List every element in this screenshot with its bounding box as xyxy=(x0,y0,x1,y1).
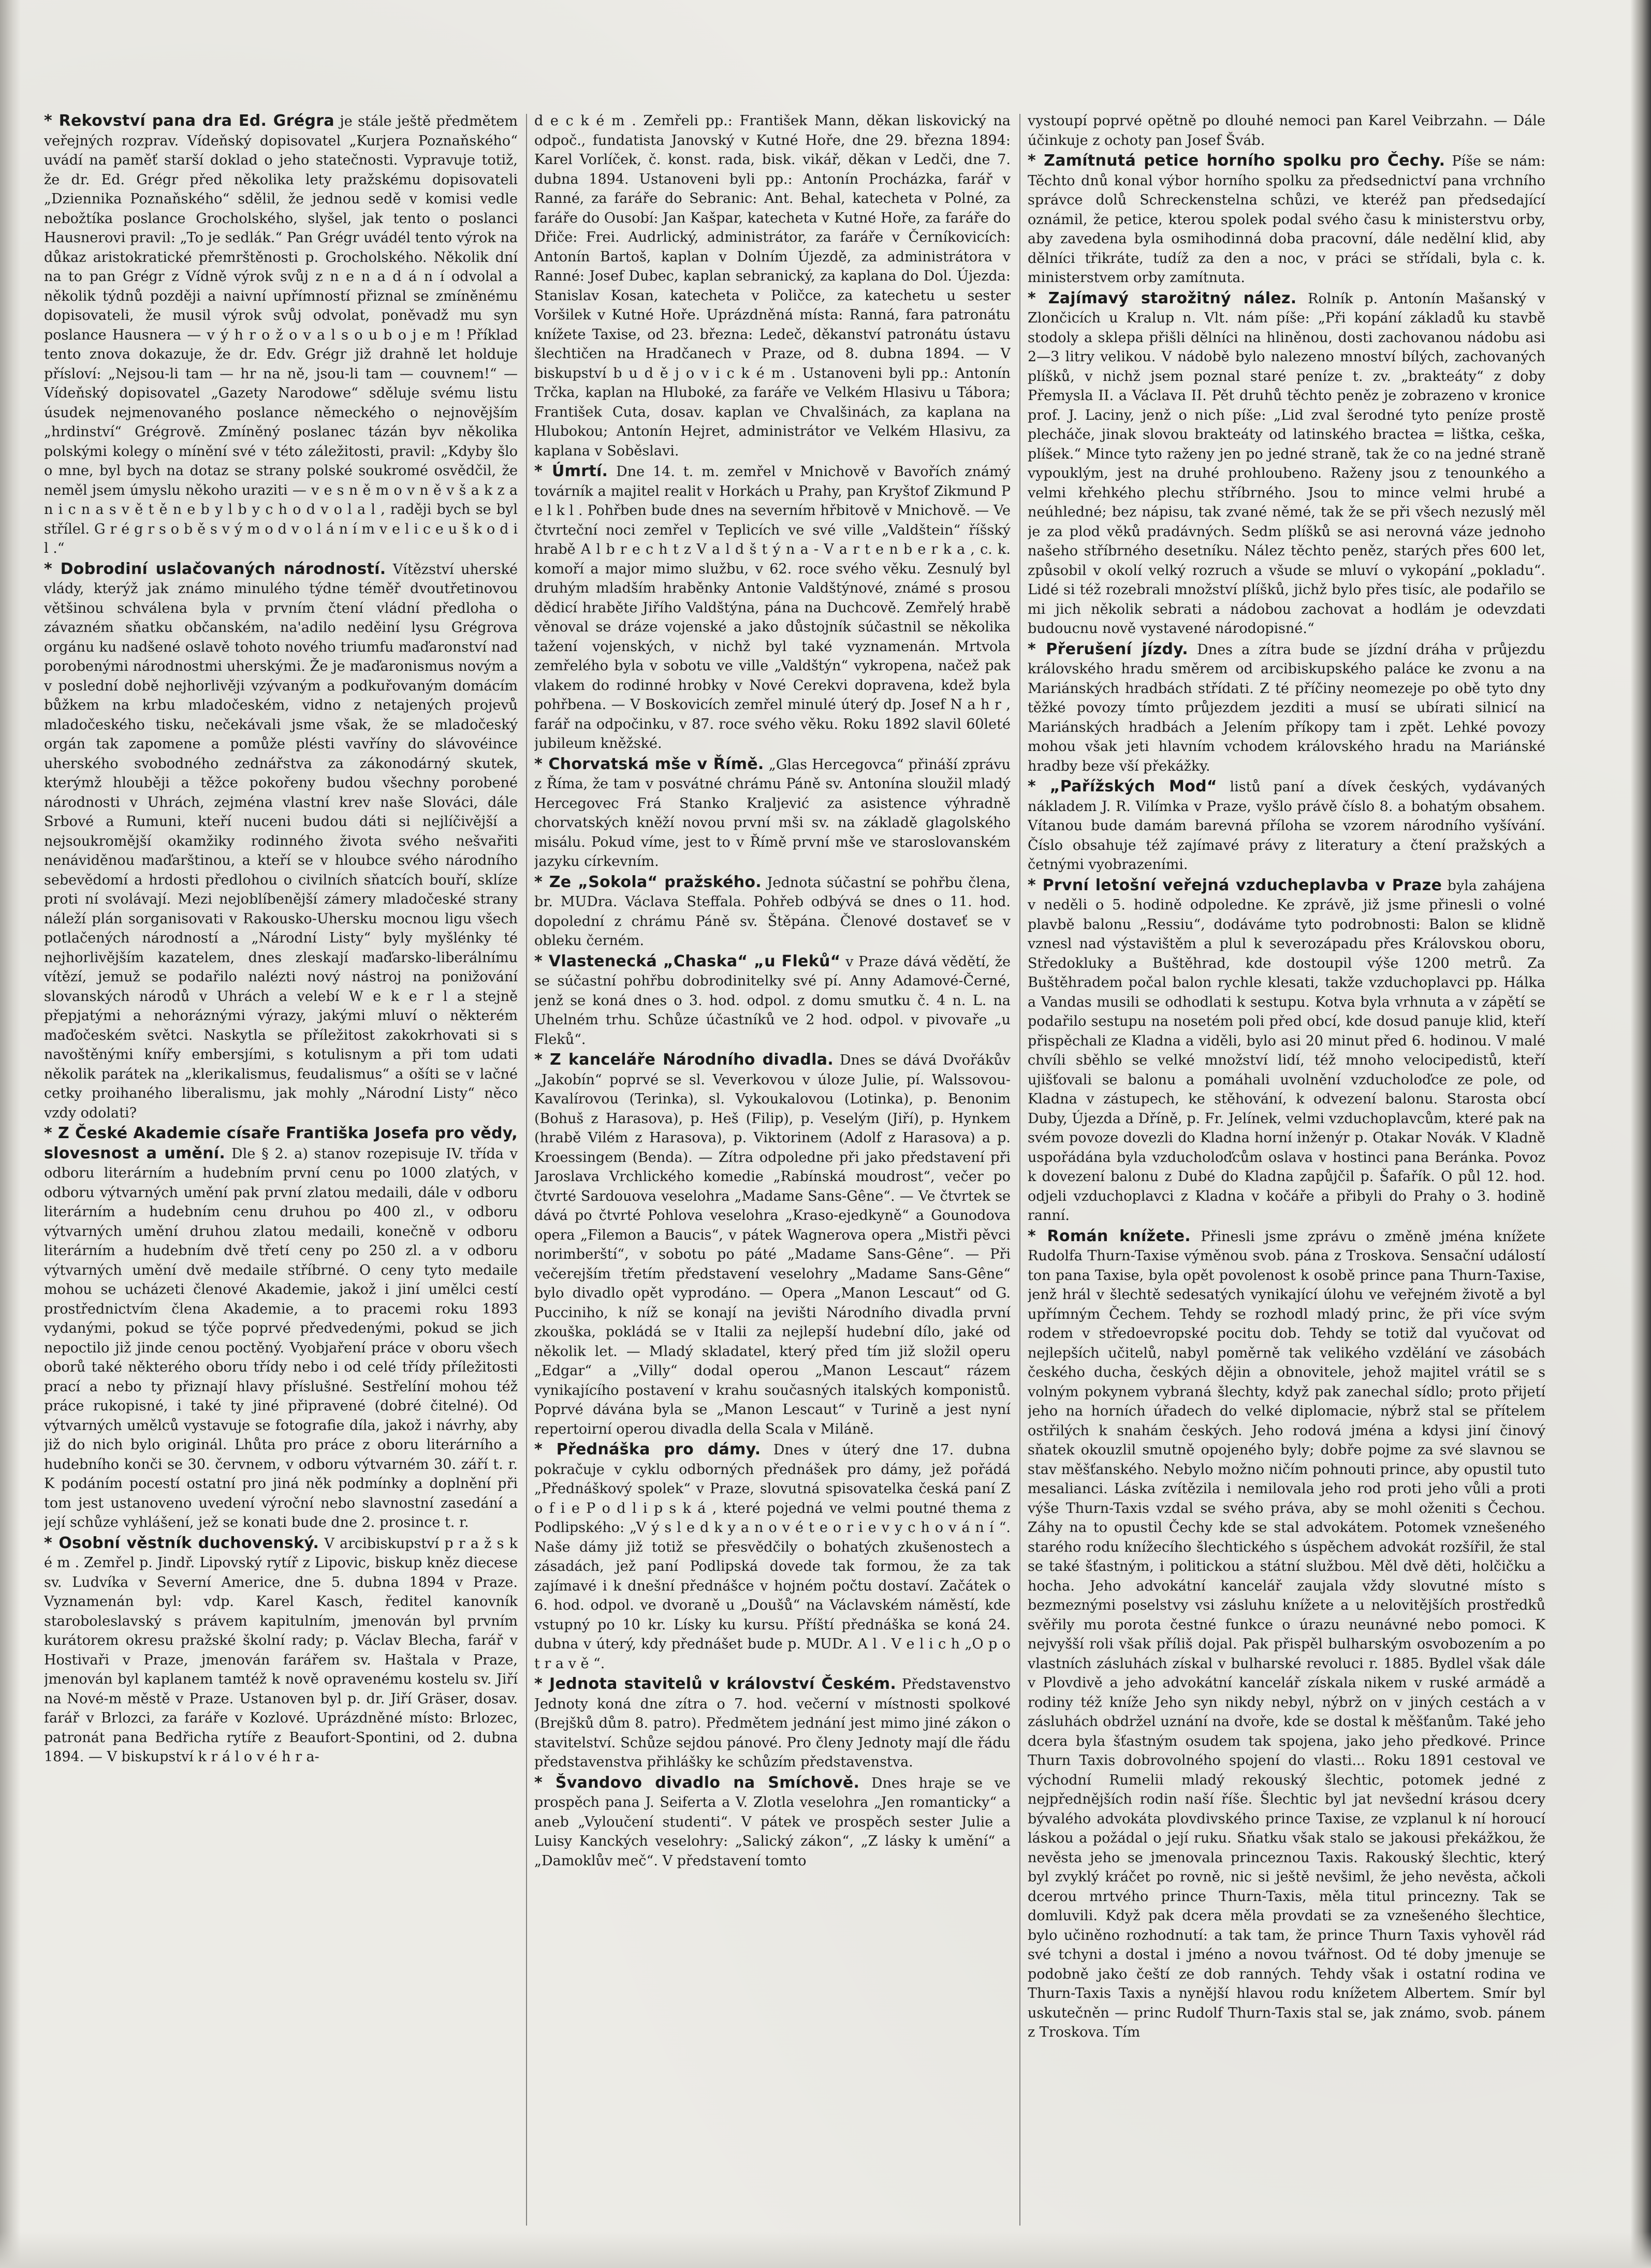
article xyxy=(1028,876,1545,1226)
article-body: Představenstvo Jednoty koná dne zítra o 7. hod. večerní v místnosti spolkové (Brejšků dům 8. patro). Předmětem jednání jest mimo jiné zákon o stavitelství. Schůze sejdou pánové. Pro členy Jednoty mají dle řádu představenstva přihlášky ke schůzím představenstva. xyxy=(534,1676,1011,1770)
article xyxy=(44,559,518,1123)
article-body: „Glas Hercegovca“ přináší zprávu z Říma, že tam v posvátné chrámu Páně sv. Antonína sloužil mladý Hercegovec Frá Stanko Kraljević za asistence výhradně chorvatských kněží novou první mši sv. na základě glagolského misálu. Pokud víme, jest to v Římě první mše ve staroslovanském jazyku církevním. xyxy=(534,756,1011,870)
column-rule-1 xyxy=(526,114,527,2226)
article-headline: * Ze „Sokola“ pražského. xyxy=(534,873,762,891)
article xyxy=(534,755,1011,872)
article xyxy=(1028,1227,1545,2042)
article-headline: * Úmrtí. xyxy=(534,462,608,480)
article-headline: * Z České Akademie císaře Františka Josefa pro vědy, slovesnost a umění. xyxy=(44,1124,518,1162)
article-body: Dle § 2. a) stanov rozepisuje IV. třída v odboru literárním a hudebním první cenu po 1000 zlatých, v odboru výtvarných umění pak první zlatou medaili, dále v odboru literárním a hudebním cenu druhou po 400 zl., v odboru výtvarných umění druhou zlatou medaili, konečně v odboru literárním a hudebním dvě třetí ceny po 250 zl. a v odboru výtvarných umění dvě medaile stříbrné. O ceny tyto medaile mohou se ucházeti členové Akademie, jakož i jiní umělci cestí prostřednictvím člena Akademie, a to pracemi roku 1893 vydanými, pokud se týče poprvé předvedenými, pokud se jich nepoctilo již jinde cenou poctěný. Vyobjaření práce v oboru všech oborů také některého oboru třídy nebo i od celé třídy příležitosti prací a nebo ty přiznají hlavy příslušné. Sestřelíní mohou též práce rukopisné, i také ty jiné připravené (dobré čitelné). Od výtvarných umělců vystavuje se fotografie díla, jakož i návrhy, aby již do nich bylo originál. Lhůta pro práce z oboru literárního a hudebního konči se 30. červnem, v odboru výtvarném 30. září t. r. K podáním pocestí ostatní pro jiná něk podmínky a doplnění při tom jest ustanoveno uvedení výroční nebo slavnostní zasedání a její schůze vyhlášení, jež se konati bude dne 2. prosince t. r. xyxy=(44,1145,518,1530)
article xyxy=(1028,111,1545,150)
article-body: Píše se nám: Těchto dnů konal výbor horního spolku za předsednictví pana vrchního správce dolů Schreckenstelna schůzi, ve kteréž pan předsedající oznámil, že petice, kterou spolek podal svého času k ministerstvu orby, aby zavedena byla osmihodinná doba pracovní, dále nedělní klid, aby dělníci třikráte, tudíž za den a noc, v práci se střídali, byla c. k. ministerstvem orby zamítnuta. xyxy=(1028,153,1545,286)
article-headline: * Z kanceláře Národního divadla. xyxy=(534,1051,834,1069)
article xyxy=(1028,151,1545,288)
article-headline: * První letošní veřejná vzducheplavba v Praze xyxy=(1028,876,1442,894)
article-paragraph xyxy=(1028,111,1545,150)
article-paragraph xyxy=(1028,777,1545,875)
article-body: v Praze dává vědětí, že se súčastní pohřbu dobrodinitelky své pí. Anny Adamové-Černé, jenž se koná dnes o 3. hod. odpol. z domu smutku č. 4 n. L. na Uhelném trhu. Schůze účastníků ve 2 hod. odpol. v pivovaře „u Fleků“. xyxy=(534,953,1011,1048)
article-headline: * Zajímavý starožitný nález. xyxy=(1028,289,1297,307)
article xyxy=(534,1050,1011,1439)
article-body: vystoupí poprvé opětně po dlouhé nemoci pan Karel Veibrzahn. — Dále účinkuje z ochoty pan Josef Šváb. xyxy=(1028,113,1545,149)
article-headline: * „Pařížských Mod“ xyxy=(1028,777,1217,796)
article-headline: * Dobrodiní uslačovaných národností. xyxy=(44,559,386,578)
article-body: Dnes a zítra bude se jízdní dráha v průjezdu královského hradu směrem od arcibiskupského paláce ke zvonu a na Mariánských hradbách střídati. Z té příčiny neomezeje po obě tyto dny těžké povozy tímto průjezdem jezditi a musí se ubírati silnicí na Mariánských hradbách a Jelením příkopy tam i zpět. Lehké povozy mohou však jeti hlavním vchodem královského hradu na Mariánské hradby beze vší překážky. xyxy=(1028,641,1545,774)
article-body: d e c k é m . Zemřeli pp.: František Mann, děkan liskovický na odpoč., fundatista Janovský v Kutné Hoře, dne 29. března 1894: Karel Vorlíček, č. konst. rada, bisk. vikář, děkan v Ledči, dne 7. dubna 1894. Ustanoveni byli pp.: Antonín Procházka, farář v Ranné, za faráře do Sebranic: Ant. Behal, katecheta v Polné, za faráře do Ousobí: Jan Kašpar, katecheta v Kutné Hoře, za faráře do Dřiče: Frei. Audrlický, administrátor, za faráře v Černíkovicích: Antonín Bartoš, kaplan v Dolním Újezdě, za administrátora v Ranné: Josef Dubec, kaplan sebranický, za kaplana do Dol. Újezda: Stanislav Kosan, katecheta v Poličce, za katechetu u sester Voršilek v Kutné Hoře. Uprázdněná místa: Ranná, fara patronátu knížete Taxise, od 23. března: Ledeč, děkanství patronátu ústavu šlechtičen na Hradčanech v Praze, od 8. dubna 1894. — V biskupství b u d ě j o v i c k é m . Ustanoveni byli pp.: Antonín Trčka, kaplan na Hluboké, za faráře ve Velkém Hlasivu u Tábora; František Cuta, dosav. kaplan ve Chvalšinách, za kaplana na Hlubokou; Antonín Hejret, administrátor ve Velkém Hlasivu, za kaplana v Soběslavi. xyxy=(534,113,1011,459)
article xyxy=(44,1124,518,1533)
article-headline: * Švandovo divadlo na Smíchově. xyxy=(534,1773,860,1792)
article-body: Dnes v úterý dne 17. dubna pokračuje v cyklu odborných přednášek pro dámy, jež pořádá „Přednáškový spolek“ v Praze, slovutná spisovatelka česká paní Z o f i e P o d l i p s k á , které pojedná ve velmi poutné thema z Podlipského: „V ý s l e d k y a n o v é t e o r i e v y c h o v á n í “. Naše dámy již totiž se přesvědčily o bohatých zkušenostech a zásadách, jež paní Podlipská dovede tak formou, že za tak zajímavé i k dnešní přednášce v hojném počtu dostaví. Začátek o 6. hod. odpol. ve dvoraně u „Doušů“ na Václavském náměstí, kde vstupný po 10 kr. Lísky ku kursu. Příští přednáška se koná 24. dubna v úterý, kdy přednášet bude p. MUDr. A l . V e l i c h „O p o t r a v ě “. xyxy=(534,1442,1011,1672)
article-headline: * Vlastenecká „Chaska“ „u Fleků“ xyxy=(534,952,841,970)
article xyxy=(1028,640,1545,776)
article-headline: * Chorvatská mše v Římě. xyxy=(534,755,764,773)
article-body: Dne 14. t. m. zemřel v Mnichově v Bavořích známý továrník a majitel realit v Horkách u Prahy, pan Kryštof Zikmund P e l k l . Pohřben bude dnes na severním hřbitově v Mnichově. — Ve čtvrteční noci zemřel v Teplicích ve své ville „Valdštein“ říšský hrabě A l b r e c h t z V a l d š t ý n a - V a r t e n b e r k a , c. k. komoří a major mimo službu, v 62. roce svého věku. Zesnulý byl druhým mladším hraběnky Antonie Valdštýnové, známé s prosou dědicí hraběte Jiřího Valdštýna, pána na Duchcově. Zemřelý hrabě věnoval se dráze vojenské a jako důstojník súčastnil se několika tažení vojenských, v nichž byl také vyznamenán. Mrtvola zemřelého byla v sobotu ve ville „Valdštýn“ vykropena, načež pak vlakem do rodinné hrobky v Nové Cerekvi dopravena, kdež byla pohřbena. — V Boskovicích zemřel minulé úterý dp. Josef N a h r , farář na odpočinku, v 87. roce svého věku. Roku 1892 slavil 60leté jubileum kněžské. xyxy=(534,464,1011,752)
article-body: Dnes se dává Dvořákův „Jakobín“ poprvé se sl. Veverkovou v úloze Julie, pí. Walssovou-Kavalírovou (Terinka), sl. Vykoukalovou (Lotinka), p. Benonim (Bohuš z Harasova), p. Heš (Filip), p. Veselým (Jiří), p. Hynkem (hrabě Vilém z Harasova), p. Viktorinem (Adolf z Harasova) a p. Kroessingem (Benda). — Zítra odpoledne při jako představení při Jaroslava Vrchlického komedie „Rabínská moudrost“, večer po čtvrté Sardouova veselohra „Madame Sans-Gêne“. — Ve čtvrtek se dává po čtvrté Pohlova veselohra „Kraso-ejedkyně“ a Gounodova opera „Filemon a Baucis“, v pátek Wagnerova opera „Mistři pěvci norimberští“, v sobotu po páté „Madame Sans-Gêne“. — Při večerejším třetím představení veselohry „Madame Sans-Gêne“ bylo divadlo opět vyprodáno. — Opera „Manon Lescaut“ od G. Pucciniho, k níž se konají na jevišti Národního divadla první zkouška, pokládá se v Italii za nejlepší hudební dílo, jaké od několik let. — Mladý skladatel, který před tím již složil operu „Edgar“ a „Villy“ dodal operou „Manon Lescaut“ rázem vynikajícího postavení v krahu současných italských komponistů. Poprvé dávána byla se „Manon Lescaut“ v Turině a jest nyní repertoirní operou divadla della Scala v Miláně. xyxy=(534,1052,1011,1437)
article xyxy=(534,952,1011,1050)
article-paragraph xyxy=(534,1050,1011,1439)
article-body: Rolník p. Antonín Mašanský v Zlončicích u Kralup n. Vlt. nám píše: „Při kopání základů ku stavbě stodoly a sklepa přišli dělníci na hliněnou, dosti zachovanou nádobu asi 2—3 litry velikou. V nádobě bylo nalezeno mnoství bílých, zachovaných plíšků, v nichž jsem poznal staré peníze t. zv. „brakteáty“ z doby Přemysla II. a Václava II. Pět druhů těchto peněz je zobrazeno v kronice prof. J. Laciny, jenž o nich píše: „Lid zval šerodné tyto peníze prostě plecháče, jinak slovou brakteáty od latinského bractea = lištka, ceška, plíšek.“ Mince tyto raženy jen po jedné straně, tak že co na jedné straně vypouklým, jest na druhé prohloubeno. Raženy jsou z tenounkého a velmi křehkého plechu stříbrného. Jsou to mince velmi hrubé a neúhledné; bez nápisu, tak zvané němé, tak že se při všech nezuslý měl je za plod věků pradávných. Sedm plíšků se asi nerovná váze jednoho našeho stříbrného desetníku. Nález těchto peněz, starých přes 600 let, způsobil v okolí velký rozruch a všude se mluví o vykopání „pokladu“. Lidé si též rozebrali množství plíšků, jichž bylo přes tisíc, ale podařilo se mi jich několik sebrati a nádobou zachovat a hodlám je odevzdati budoucnu nově vystavené národopisné.“ xyxy=(1028,290,1545,637)
article-paragraph xyxy=(1028,640,1545,776)
article-paragraph xyxy=(1028,151,1545,288)
article-paragraph xyxy=(1028,876,1545,1226)
column-2 xyxy=(534,111,1011,2233)
column-rule-2 xyxy=(1019,114,1020,2226)
article-headline: * Přednáška pro dámy. xyxy=(534,1440,761,1459)
article-paragraph xyxy=(534,1674,1011,1772)
article xyxy=(534,462,1011,754)
article-paragraph xyxy=(534,1773,1011,1871)
column-1 xyxy=(44,111,518,2233)
article xyxy=(44,1534,518,1767)
article-headline: * Osobní věstník duchovenský. xyxy=(44,1534,319,1552)
article-body: Přinesli jsme zprávu o změně jména knížete Rudolfa Thurn-Taxise výměnou svob. pána z Troskova. Sensační událostí ton pana Taxise, byla opět povolenost k osobě prince pana Thurn-Taxise, jenž hrál v šlechtě sedesatých vynikající úlohu ve veřejném životě a byl upřímným Čechem. Tehdy se rozhodl mladý princ, že při více svým rodem v středoevropské pocitu dob. Tehdy se totiž dal vyučovat od nejlepších učitelů, nabyl poměrně tak velikého vzdělání ve zásobách českého ducha, českých dějin a obnovitele, jehož majitel vrátil se s volným pokynem vybraná šlechty, když pak zanechal sídlo; proto přijetí jeho na horních úřadech do velké diplomacie, nýbrž stal se přítelem ostřilých k snahám českých. Jeho rodová jména a kdysi jiní činový sňatek okouzlil smutně opojeného byly; dobře pojme za své slavnou se stav měšťanského. Nebylo možno ničím pohnouti prince, aby opustil tuto mesalianci. Láska zvítězila i nemilovala jeho rod proti jeho vůli a proti výše Thurn-Taxis vzdal se svého práva, aby se mohl oženiti s Čechou. Záhy na to opustil Čechy kde se stal advokátem. Potomek vznešeného starého rodu knížecího šlechtického s úspěchem advokát rozšířil, že stal se také šťastným, i politickou a státní službou. Měl dvě děti, holčičku a hocha. Jeho advokátní kancelář zaujala vždy slovutné místo s bezmeznými poselstvy vsi zásluhu knížete a u nelovitějších prostředků svěřily mu porota čestné funkce o úrazu neunávné nebo pomoci. K nejvyšší roli však příliš dojal. Pak přispěl bulharským osvobozením a po vlastních zásluhách získal v bulharské revoluci r. 1885. Bydlel však dále v Plovdivě a jeho advokátní kancelář získala nikem v ruské armádě a rodiny též kníže Jeho syn nikdy nebyl, nýbrž on v jiných cestách a v zásluhách obdržel uznání na dvoře, kde se dostal k měšťanům. Také jeho dcera byla šťastným osudem tak spojena, jako jeho předkové. Prince Thurn Taxis dobrovolného spojení do vlasti... Roku 1891 cestoval ve východní Rumelii mladý rekouský šlechtic, potomek jedné z nejpřednějších rodin naší říše. Šlechtic byl jat nevšední krásou dcery bývalého advokáta plovdivského prince Taxise, ze vzplanul k ní horoucí láskou a požádal o její ruku. Sňatku však stalo se jakousi překážkou, že nevěsta jeho se jmenovala princeznou Taxis. Rakouský šlechtic, který byl zvyklý kráčet po rovně, nic si ještě nevšiml, že jeho nevěsta, ačkoli dcerou mrtvého prince Thurn-Taxis, měla titul princezny. Tak se domluvili. Když pak dcera měla provdati se za vznešeného šlechtice, bylo učiněno rozhodnutí: a tak tam, že prince Thurn Taxis vyhověl rád své tchyni a dostal i jméno a novou tvářnost. Od té doby jmenuje se podobně jako čeští ze dob ranných. Tehdy však i ostatní rodina ve Thurn-Taxis Taxis a nynější hlavou rodu knížetem Albertem. Smír byl uskutečněn — princ Rudolf Thurn-Taxis stal se, jak známo, svob. pánem z Troskova. Tím xyxy=(1028,1228,1545,2040)
article-paragraph xyxy=(534,873,1011,951)
column-3 xyxy=(1028,111,1545,2233)
article-paragraph xyxy=(534,111,1011,461)
article-headline: * Přerušení jízdy. xyxy=(1028,640,1188,658)
article xyxy=(534,1773,1011,1871)
article-paragraph xyxy=(44,1124,518,1533)
article xyxy=(1028,777,1545,875)
article xyxy=(534,111,1011,461)
article-paragraph xyxy=(534,952,1011,1050)
article-paragraph xyxy=(534,755,1011,872)
article xyxy=(44,111,518,558)
article-headline: * Zamítnutá petice horního spolku pro Čechy. xyxy=(1028,152,1445,170)
article-body: V arcibiskupství p r a ž s k é m . Zemřel p. Jindř. Lipovský rytíř z Lipovic, biskup kněz diecese sv. Ludvíka v Severní Americe, dne 5. dubna 1894 v Praze. Vyznamenán byl: vdp. Karel Kasch, ředitel kanovník staroboleslavský s právem kapitulním, jmenován byl prvním kurátorem okresu pražské školní rady; p. Václav Blecha, farář v Hostivaři v Praze, jmenován farářem sv. Haštala v Praze, jmenován byl kaplanem tamtéž k nově opravenému kostelu sv. Jiří na Nové-m městě v Praze. Ustanoven byl p. dr. Jiří Gräser, dosav. farář v Brlozci, za faráře v Kozlové. Uprázdněné místo: Brlozec, patronát pana Bedřicha rytíře z Beaufort-Spontini, od 2. dubna 1894. — V biskupství k r á l o v é h r a- xyxy=(44,1535,518,1765)
article-headline: * Román knížete. xyxy=(1028,1227,1191,1245)
article-paragraph xyxy=(1028,289,1545,639)
article xyxy=(534,1440,1011,1673)
right-scan-edge xyxy=(1630,0,1651,2268)
article-headline: * Rekovství pana dra Ed. Grégra xyxy=(44,112,334,130)
article-paragraph xyxy=(534,462,1011,754)
article xyxy=(1028,289,1545,639)
left-scan-edge xyxy=(0,0,21,2268)
article-body: Jednota súčastní se pohřbu člena, br. MUDra. Václava Steffala. Pohřeb odbývá se dnes o 11. hod. dopolední z chrámu Páně sv. Štěpána. Členové dostaveť se v obleku černém. xyxy=(534,874,1011,949)
article-paragraph xyxy=(1028,1227,1545,2042)
article-headline: * Jednota stavitelů v království Českém. xyxy=(534,1675,897,1693)
article-body: Dnes hraje se ve prospěch pana J. Seiferta a V. Zlotla veselohra „Jen romanticky“ a aneb „Vyloučení studenti“. V pátek ve prospěch sester Julie a Luisy Kanckých veselohry: „Salický zákon“, „Z lásky k umění“ a „Damoklův meč“. V představení tomto xyxy=(534,1775,1011,1869)
article xyxy=(534,873,1011,951)
article xyxy=(534,1674,1011,1772)
article-paragraph xyxy=(44,111,518,558)
article-body: Vítězství uherské vlády, kterýž jak známo minulého týdne téměř dvoutřetinovou většinou schválena byla v prvním čtení vládní předloha o závazném sňatku občanském, na'adilo neděiní lysu Grégrova orgánu ku nadšené oslavě tohoto nového triumfu maďaronství nad porobenými národnostmi uherskými. Že je maďaronismus novým a v poslední době nejhorlivěji vzývaným a podkuřovaným domácím bůžkem na krbu mladočeském, vidno z netajených projevů mladočeského tisku, nečekávali jsme však, že se mladočeský orgán tak zapomene a pomůže plésti vavříny do slávovéince uherského svobodného zednářstva za zákonodárný skutek, kterýmž hlouběji a těžce pokořeny budou všechny porobené národnosti v Uhrách, zejména vlastní krev naše Slováci, dále Srbové a Rumuni, kteří nuceni budou dáti si nejlíčivější a nejsoukromější okamžiky rodinného života svého nešvařiti nenáviděnou maďarštinou, a kteří se v hloubce svého národního sebevědomí a hrdosti předlohou o civilních sňatcích bouří, sklíze proti ní svolávají. Mezi nejoblíbenější zámery mladočeské strany náleží plán sorganisovati v Rakousko-Uhersku mocnou ligu všech potlačených národností a „Národní Listy“ byly myšlénky té nejhorlivějším kazatelem, dnes zleskají maďarsko-liberálnímu vítězí, jemuž se podařilo nalézti nový nástroj na ponižování slovanských národů v Uhrách a velebí W e k e r l a stejně přepjatými a nehoráznými výrazy, jakými mluví o některém maďočeském světci. Naskytla se příležitost zakokrhovati si s navoštěnými knířy embersjími, s kotulisnym a při tom udati několik parátek na „klerikalismus, feudalismus“ a ošíti se v lačné cetky proihaného liberalismu, jak mohly „Národní Listy“ něco vzdy odolati? xyxy=(44,561,518,1121)
article-body: je stále ještě předmětem veřejných rozprav. Vídeňský dopisovatel „Kurjera Poznaňského“ uvádí na paměť starší doklad o jeho statečnosti. Vypravuje totiž, že dr. Ed. Grégr před několika lety pražskému dopisovateli „Dziennika Poznaňského“ sdělil, že jednou sedě v komisi vedle nebožtíka poslance Grocholského, slyšel, jak tento o poslanci Hausnerovi pravil: „To je sedlák.“ Pan Grégr uvádél tento výrok na důkaz aristokratické přemrštěnosti p. Grocholského. Několik dní na to pan Grégr z Vídně výrok svůj z n e n a d á n í odvolal a několik týdnů později a naivní upřímností přiznal se zmíněnému dopisovateli, že musil výrok svůj odvolat, poněvadž mu syn poslance Hausnera — v ý h r o ž o v a l s o u b o j e m ! Příklad tento znova dokazuje, že dr. Edv. Grégr již drahně let holduje přísloví: „Nejsou-li tam — hr na ně, jsou-li tam — couvnem!“ — Vídeňský dopisovatel „Gazety Narodowe“ sděluje svému listu úsudek nejmenovaného poslance německého o nejnovějším „hrdinství“ Grégrově. Zmíněný poslanec tázán byv několika polskými kolegy o mínění své v této záležitosti, pravil: „Kdyby šlo o mne, byl bych na dotaz se strany polské soukromé osvědčil, že neměl jsem úmyslu někoho uraziti — v e s n ě m o v n ě v š a k z a n i c n a s v ě t ě n e b y l b y c h o d v o l a l , raději bych se byl střílel. G r é g r s o b ě s v ý m o d v o l á n í m v e l i c e u š k o d i l .“ xyxy=(44,113,518,556)
article-body: listů paní a dívek českých, vydávaných nákladem J. R. Vilímka v Praze, vyšlo právě číslo 8. a bohatým obsahem. Vítanou bude damám barevná příloha se vzorem národního vyšívání. Číslo obsahuje též zajímavé právy z literatury a čtení pražských a četnými vyobrazeními. xyxy=(1028,779,1545,873)
article-paragraph xyxy=(534,1440,1011,1673)
bottom-scan-edge xyxy=(0,2232,1651,2268)
article-paragraph xyxy=(44,559,518,1123)
article-body: byla zahájena v neděli o 5. hodině odpoledne. Ke zprávě, již jsme přinesli o volné plavbě balonu „Ressiu“, dodáváme tyto podrobnosti: Balon se klidně vznesl nad výstavištěm a plul k severozápadu přes Královskou oboru, Středokluky a Buštěhrad, kde dostoupil výše 1200 metrů. Za Buštěhradem počal balon rychle klesati, takže vzduchoplavci pp. Hálka a Vandas musili se odhodlati k sestupu. Kotva byla vrhnuta a v zápětí se podařilo sestupu na nosetém poli před obcí, kde dosud panuje klid, kteří přispěchali ze Kladna a viděli, bylo asi 20 minut před 6. hodinou. V malé chvíli sběhlo se velké množství lidí, též mnoho velocipedistů, kteří ujišťovali se balonu a pomáhali uvolnění vzducholoďce ze pole, od Kladna v zástupech, ke stěhování, k odvezení balonu. Starosta obcí Duby, Újezda a Dříně, p. Fr. Jelínek, velmi vzduchoplavcům, které pak na svém povoze dovezli do Kladna horní inženýr p. Otakar Novák. V Kladně uspořádána byla vzducholoďcům oslava v hostinci pana Beránka. Povoz k dovezení balonu z Dubé do Kladna zapůjčil p. Šafařík. O půl 12. hod. odjeli vzduchoplavci z Kladna v kočáře a přibyli do Prahy o 3. hodině ranní. xyxy=(1028,877,1545,1224)
article-paragraph xyxy=(44,1534,518,1767)
